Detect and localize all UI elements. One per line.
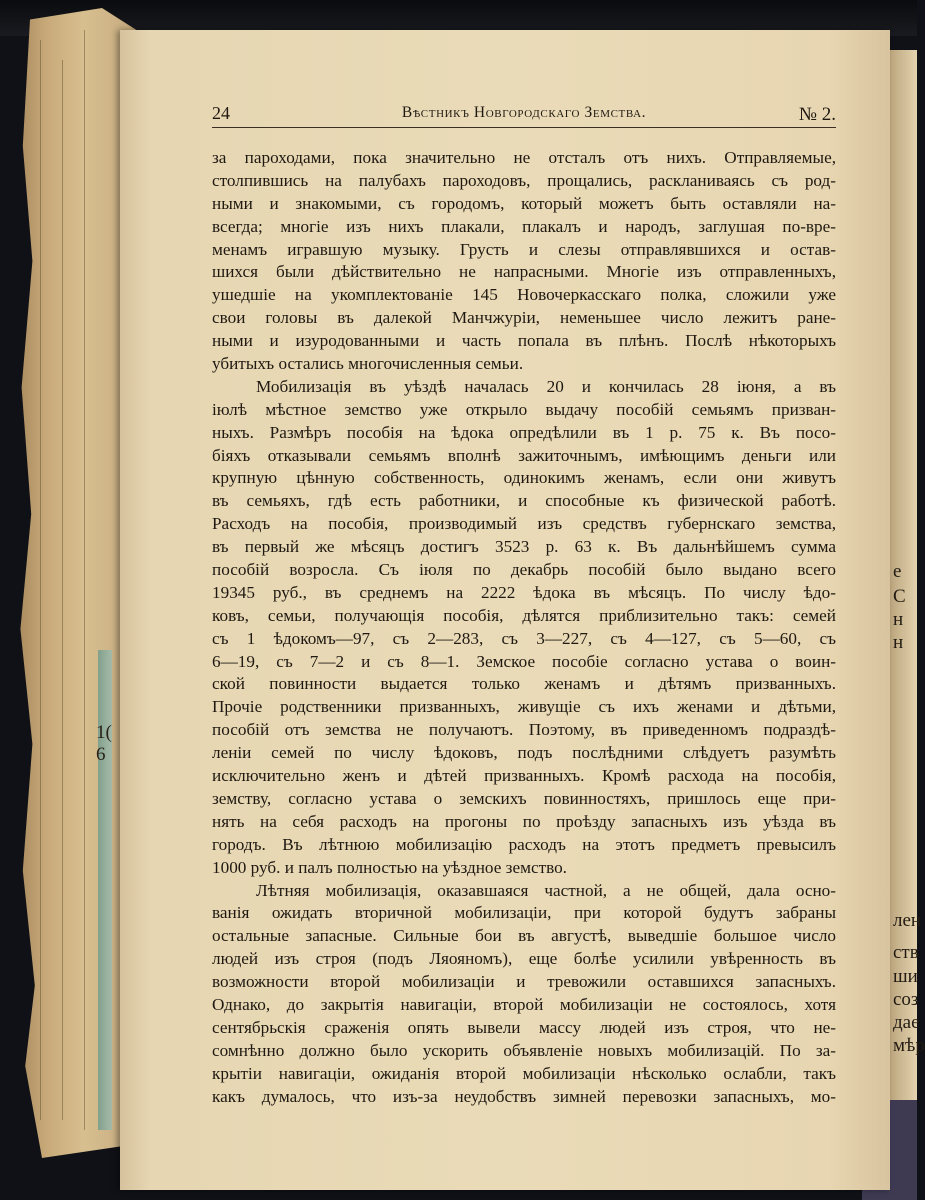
text-line: іюлѣ мѣстное земство уже открыло выдачу пособій семьямъ призван- — [212, 399, 836, 419]
text-line: ными и знакомыми, съ городомъ, который можетъ быть оставляли на- — [212, 193, 836, 213]
text-line: ныхъ. Размѣръ пособія на ѣдока опредѣлили въ 1 р. 75 к. Въ посо- — [212, 422, 836, 442]
body-text — [212, 147, 836, 1108]
text-line: 19345 руб., въ среднемъ на 2222 ѣдока въ мѣсяцъ. По числу ѣдо- — [212, 582, 836, 602]
right-fragment: даe — [893, 1012, 920, 1033]
text-line: остальные запасные. Сильные бои въ августѣ, выведшіе большое число — [212, 926, 836, 946]
text-line: въ семьяхъ, гдѣ есть работники, и способные къ физической работѣ. — [212, 491, 836, 511]
page-edge-line — [84, 30, 85, 1130]
text-line: 1000 руб. и палъ полностью на уѣздное земство. — [212, 857, 567, 877]
page-number: 24 — [212, 103, 230, 123]
right-fragment: н — [893, 609, 904, 630]
running-header — [212, 101, 836, 128]
page-edge-line — [40, 40, 41, 1120]
text-line: столпившись на палубахъ пароходовъ, прощались, раскланиваясь съ род- — [212, 170, 836, 190]
text-line: ными и изуродованными и часть попала въ плѣнъ. Послѣ нѣкоторыхъ — [212, 331, 836, 351]
text-line: возможности второй мобилизаціи и тревожили оставшихся запасныхъ. — [212, 972, 836, 992]
text-line: біяхъ отказывали семьямъ вполнѣ зажиточнымъ, имѣющимъ деньги или — [212, 445, 836, 465]
text-line: убитыхъ остались многочисленныя семьи. — [212, 354, 524, 374]
text-line: свои головы въ далекой Манчжуріи, неменьшее число лежитъ ране- — [212, 308, 836, 328]
right-fragment: С — [893, 586, 906, 607]
text-line: леніи семей по числу ѣдоковъ, подъ послѣдними слѣдуетъ разумѣть — [212, 743, 836, 763]
left-fragment-line: 6 — [96, 744, 106, 765]
text-line: 6—19, съ 7—2 и съ 8—1. Земское пособіе согласно устава о воин- — [212, 651, 836, 671]
right-fragment: ств — [893, 942, 919, 963]
right-fragment: н — [893, 632, 904, 653]
right-fragment: е — [893, 561, 902, 582]
text-line: съ 1 ѣдокомъ—97, съ 2—283, съ 3—227, съ 4—127, съ 5—60, съ — [212, 628, 836, 648]
right-fragment: ши — [893, 966, 918, 987]
text-line: пособій отъ земства не получаютъ. Поэтому, въ приведенномъ подраздѣ- — [212, 720, 836, 740]
text-line: всегда; многіе изъ нихъ плакали, плакалъ и народъ, заглушая по-вре- — [212, 216, 836, 236]
left-fragment-line: 1( — [96, 722, 112, 743]
left-page-fragment — [96, 722, 112, 766]
right-fragment: мѣр — [893, 1035, 925, 1056]
page-edge-line — [62, 60, 63, 1120]
text-line: земству, согласно устава о земскихъ повинностяхъ, пришлось еще при- — [212, 788, 836, 808]
text-line: Расходъ на пособія, производимый изъ средствъ губернскаго земства, — [212, 514, 836, 534]
text-line: какъ думалось, что изъ-за неудобствъ зимней перевозки запасныхъ, мо- — [212, 1086, 836, 1106]
text-line: менамъ игравшую музыку. Грусть и слезы отправлявшихся и остав- — [212, 239, 836, 259]
right-fragment: соз — [893, 989, 919, 1010]
text-line: въ первый же мѣсяцъ достигъ 3523 р. 63 к. Въ дальнѣйшемъ сумма — [212, 537, 836, 557]
text-line: Мобилизація въ уѣздѣ началась 20 и кончилась 28 іюня, а въ — [256, 376, 836, 396]
text-line: сентябрьскія сраженія опять вывели массу людей изъ строя, что не- — [212, 1017, 836, 1037]
text-line: сомнѣнно должно было ускорить объявленіе новыхъ мобилизацій. По за- — [212, 1040, 836, 1060]
text-line: шихся были дѣйствительно не напрасными. Многіе изъ отправленныхъ, — [212, 262, 836, 282]
text-line: людей изъ строя (подъ Ляояномъ), еще болѣе усилили увѣренность въ — [212, 949, 836, 969]
right-fragment: лен — [893, 910, 922, 931]
journal-title: Вѣстникъ Новгородскаго Земства. — [401, 104, 647, 121]
text-line: ской повинности выдается только женамъ и дѣтямъ призванныхъ. — [212, 674, 836, 694]
text-line: Однако, до закрытія навигаціи, второй мобилизаціи не состоялось, хотя — [212, 994, 836, 1014]
text-line: крытіи навигаціи, ожиданія второй мобилизаціи нѣсколько ослабли, такъ — [212, 1063, 836, 1083]
text-line: за пароходами, пока значительно не отсталъ отъ нихъ. Отправляемые, — [212, 148, 836, 167]
text-line: нять на себя расходъ на прогоны по проѣзду запасныхъ изъ уѣзда въ — [212, 811, 836, 831]
issue-number: № 2. — [798, 104, 836, 125]
text-line: пособій возросла. Съ іюля по декабрь пособій было выдано всего — [212, 560, 836, 580]
text-line: Лѣтняя мобилизація, оказавшаяся частной, а не общей, дала осно- — [256, 880, 836, 900]
text-line: ушедшіе на укомплектованіе 145 Новочеркасскаго полка, сложили уже — [212, 285, 836, 305]
text-line: городъ. Въ лѣтнюю мобилизацію расходъ на этотъ предметъ превысилъ — [212, 834, 836, 854]
text-line: исключительно женъ и дѣтей призванныхъ. Кромѣ расхода на пособія, — [212, 766, 836, 786]
text-line: ванія ожидать вторичной мобилизаціи, при которой будутъ забраны — [212, 903, 836, 923]
text-line: Прочіе родственники призванныхъ, живущіе съ ихъ женами и дѣтьми, — [212, 697, 836, 717]
text-line: ковъ, семьи, получающія пособія, дѣлятся приблизительно такъ: семей — [212, 605, 836, 625]
text-line: крупную цѣнную собственность, одинокимъ женамъ, если они живутъ — [212, 468, 836, 488]
